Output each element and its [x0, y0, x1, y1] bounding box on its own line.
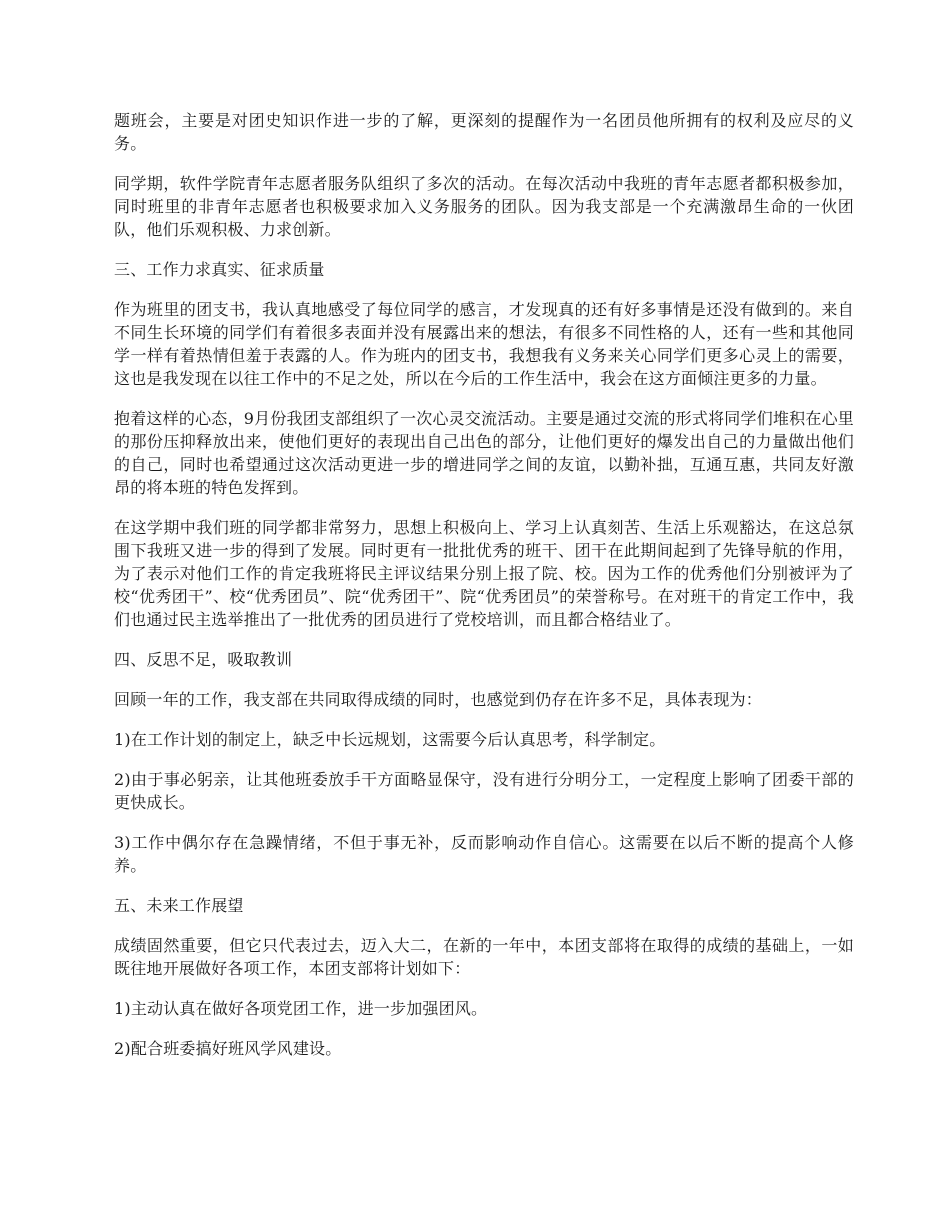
paragraph-volunteer-activities: 同学期，软件学院青年志愿者服务队组织了多次的活动。在每次活动中我班的青年志愿者都积极参加，同时班里的非青年志愿者也积极要求加入义务服务的团队。因为我支部是一个充满激昂生命的一伙团队，他们乐观积极、力求创新。 [114, 174, 854, 239]
paragraph-intro-continued: 题班会，主要是对团史知识作进一步的了解，更深刻的提醒作为一名团员他所拥有的权利及应尽的义务。 [114, 111, 854, 153]
paragraph-class-achievements: 在这学期中我们班的同学都非常努力，思想上积极向上、学习上认真刻苦、生活上乐观豁达，在这总氛围下我班又进一步的得到了发展。同时更有一批批优秀的班干、团干在此期间起到了先锋导航的作用，为了表示对他们工作的肯定我班将民主评议结果分别上报了院、校。因为工作的优秀他们分别被评为了校“优秀团干”、校“优秀团员”、院“优秀团干”、院“优秀团员”的荣誉称号。在对班干的肯定工作中，我们也通过民主选举推出了一批优秀的团员进行了党校培训，而且都合格结业了。 [114, 518, 854, 629]
paragraph-secretary-reflection: 作为班里的团支书，我认真地感受了每位同学的感言，才发现真的还有好多事情是还没有做到的。来自不同生长环境的同学们有着很多表面并没有展露出来的想法，有很多不同性格的人，还有一些和其他同学一样有着热情但羞于表露的人。作为班内的团支书，我想我有义务来关心同学们更多心灵上的需要，这也是我发现在以往工作中的不足之处，所以在今后的工作生活中，我会在这方面倾注更多的力量。 [114, 300, 854, 388]
list-item-plan-1: 1)主动认真在做好各项党团工作，进一步加强团风。 [114, 999, 488, 1018]
paragraph-heart-exchange: 抱着这样的心态，9月份我团支部组织了一次心灵交流活动。主要是通过交流的形式将同学们堆积在心里的那份压抑释放出来，使他们更好的表现出自己出色的部分，让他们更好的爆发出自己的力量做出他们的自己，同时也希望通过这次活动更进一步的增进同学之间的友谊，以勤补拙，互通互惠，共同友好激昂的将本班的特色发挥到。 [114, 409, 854, 497]
list-item-plan-2: 2)配合班委搞好班风学风建设。 [114, 1039, 342, 1058]
section-heading-3: 三、工作力求真实、征求质量 [114, 260, 325, 279]
list-item-shortcoming-2: 2)由于事必躬亲，让其他班委放手干方面略显保守，没有进行分明分工，一定程度上影响了团委干部的更快成长。 [114, 770, 854, 812]
section-heading-4: 四、反思不足，吸取教训 [114, 650, 293, 669]
section-heading-5: 五、未来工作展望 [114, 896, 244, 915]
paragraph-review: 回顾一年的工作，我支部在共同取得成绩的同时，也感觉到仍存在许多不足，具体表现为： [114, 690, 763, 709]
paragraph-outlook: 成绩固然重要，但它只代表过去，迈入大二，在新的一年中，本团支部将在取得的成绩的基础上，一如既往地开展做好各项工作，本团支部将计划如下： [114, 936, 854, 978]
document-body [114, 109, 854, 1077]
list-item-shortcoming-3: 3)工作中偶尔存在急躁情绪，不但于事无补，反而影响动作自信心。这需要在以后不断的提高个人修养。 [114, 833, 854, 875]
list-item-shortcoming-1: 1)在工作计划的制定上，缺乏中长远规划，这需要今后认真思考，科学制定。 [114, 730, 666, 749]
